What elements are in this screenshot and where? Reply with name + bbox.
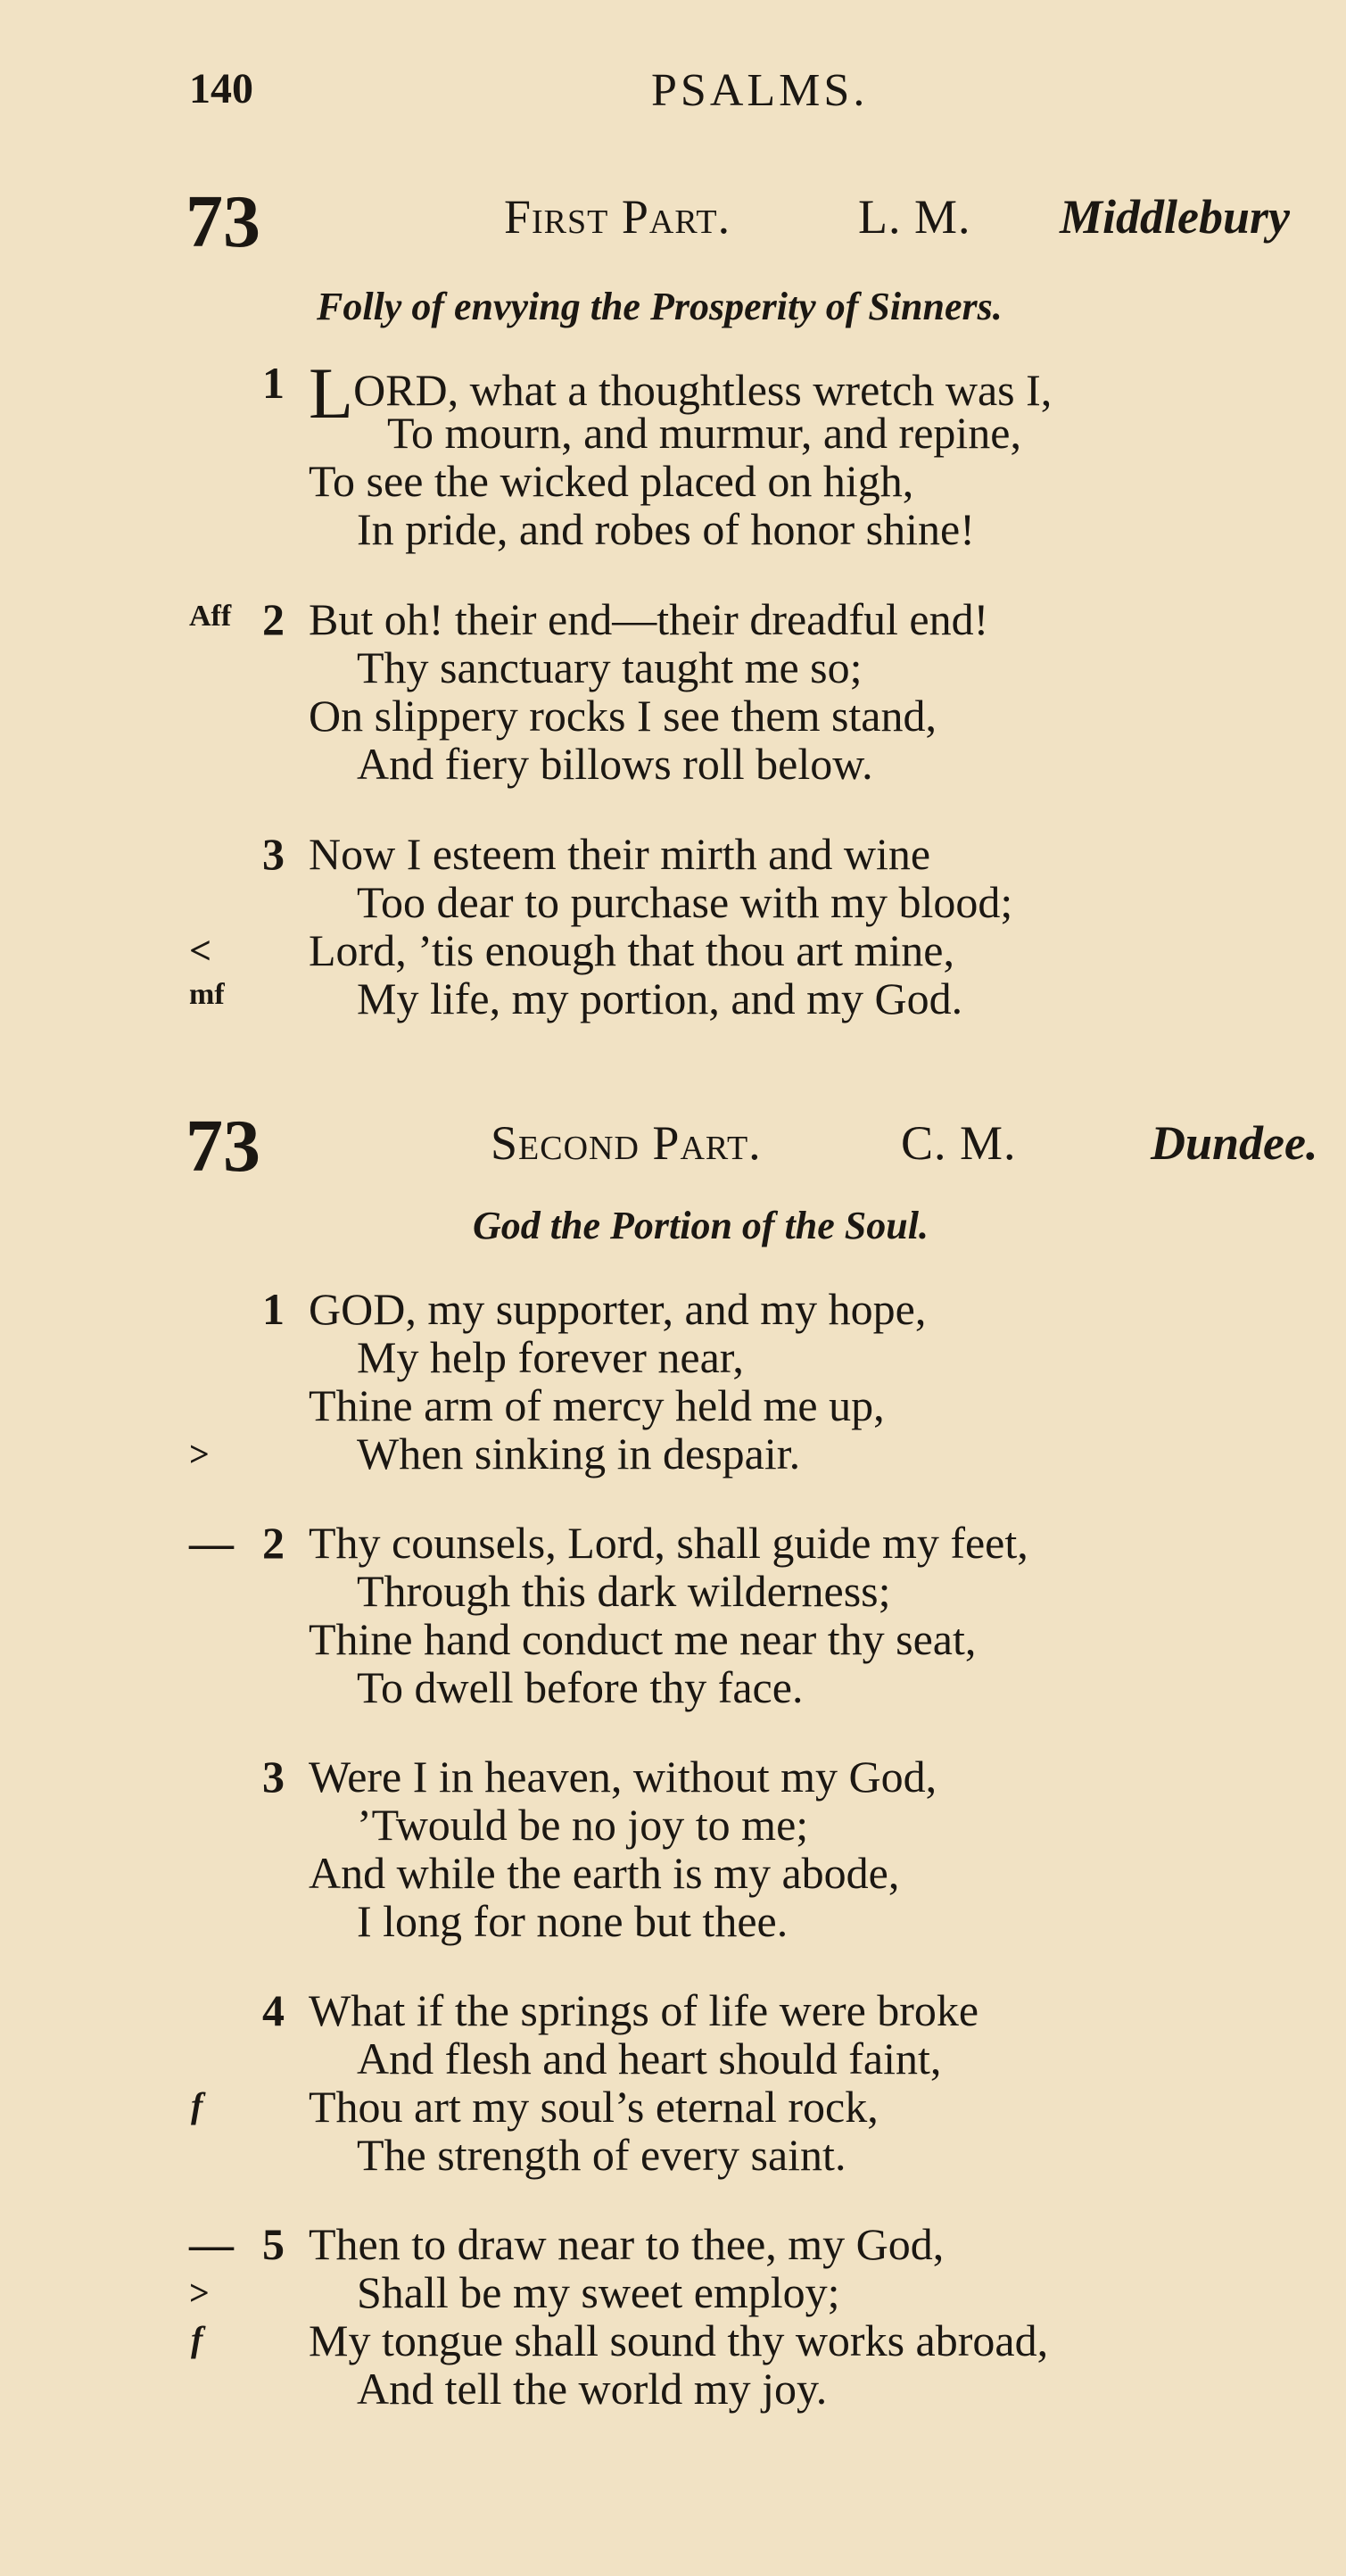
verse-line: Thy sanctuary taught me so; [357, 642, 863, 692]
hymn-subject: Folly of envying the Prosperity of Sinners. [317, 285, 1003, 328]
verse-line: But oh! their end—their dreadful end! [309, 594, 989, 644]
verse-line: Shall be my sweet employ; [357, 2267, 840, 2317]
hymn-subject: God the Portion of the Soul. [473, 1204, 929, 1247]
verse-line: Through this dark wilderness; [357, 1566, 891, 1616]
hymn-part: Second Part. [491, 1116, 762, 1170]
verse-line: In pride, and robes of honor shine! [357, 504, 975, 554]
verse-number: 5 [262, 2219, 285, 2269]
verse-line: Thine hand conduct me near thy seat, [309, 1614, 977, 1664]
hymn-part: First Part. [504, 190, 731, 244]
forte-mark: f [191, 2085, 203, 2125]
verse-line: On slippery rocks I see them stand, [309, 691, 937, 741]
verse-line: My tongue shall sound thy works abroad, [309, 2315, 1049, 2365]
verse-number: 1 [262, 358, 285, 408]
dynamic-mark: Aff [189, 600, 232, 633]
verse-line: To dwell before thy face. [357, 1662, 804, 1712]
diminuendo-mark: > [189, 2273, 210, 2313]
tune-name: Middlebury [1060, 190, 1291, 244]
tune-name: Dundee. [1151, 1116, 1318, 1170]
verse-line: The strength of every saint. [357, 2130, 846, 2180]
verse-line: What if the springs of life were broke [309, 1985, 979, 2035]
verse-line: Thine arm of mercy held me up, [309, 1380, 885, 1430]
verse-line: My life, my portion, and my God. [357, 973, 963, 1023]
hymn-meter: L. M. [858, 190, 971, 244]
verse-number: 3 [262, 829, 285, 879]
verse-line: LORD, what a thoughtless wretch was I, [309, 352, 1053, 434]
verse-number: 3 [262, 1752, 285, 1802]
verse-line: And flesh and heart should faint, [357, 2033, 942, 2083]
verse-line: And while the earth is my abode, [309, 1848, 900, 1898]
verse-line: GOD, my supporter, and my hope, [309, 1284, 927, 1334]
diminuendo-mark: > [189, 1434, 210, 1474]
verse-number: 1 [262, 1284, 285, 1334]
hymn-number: 73 [186, 180, 260, 263]
verse-line: When sinking in despair. [357, 1429, 801, 1479]
verse-number: 2 [262, 594, 285, 644]
verse-line: Lord, ’tis enough that thou art mine, [309, 925, 954, 975]
verse-line: And tell the world my joy. [357, 2364, 828, 2414]
verse-line: And fiery billows roll below. [357, 739, 873, 789]
verse-line: To see the wicked placed on high, [309, 456, 914, 506]
hymn-number: 73 [186, 1105, 260, 1188]
verse-line: I long for none but thee. [357, 1896, 789, 1946]
dash-mark: — [189, 1518, 234, 1568]
verse-line: ’Twould be no joy to me; [357, 1800, 809, 1850]
running-head: PSALMS. [651, 65, 869, 116]
dynamic-mark: mf [189, 978, 225, 1011]
verse-line: To mourn, and murmur, and repine, [387, 408, 1021, 458]
verse-number: 4 [262, 1985, 285, 2035]
forte-mark: f [191, 2319, 203, 2359]
verse-line: Now I esteem their mirth and wine [309, 829, 931, 879]
verse-line: Thy counsels, Lord, shall guide my feet, [309, 1518, 1028, 1568]
hymn-meter: C. M. [901, 1116, 1017, 1170]
verse-number: 2 [262, 1518, 285, 1568]
verse-line: Too dear to purchase with my blood; [357, 877, 1013, 927]
page-number: 140 [189, 65, 253, 112]
dash-mark: — [189, 2219, 234, 2269]
verse-line: Then to draw near to thee, my God, [309, 2219, 945, 2269]
verse-line: Were I in heaven, without my God, [309, 1752, 937, 1802]
crescendo-mark: < [189, 929, 212, 973]
verse-line: Thou art my soul’s eternal rock, [309, 2082, 879, 2132]
verse-line: My help forever near, [357, 1332, 744, 1382]
drop-cap: L [309, 352, 354, 434]
